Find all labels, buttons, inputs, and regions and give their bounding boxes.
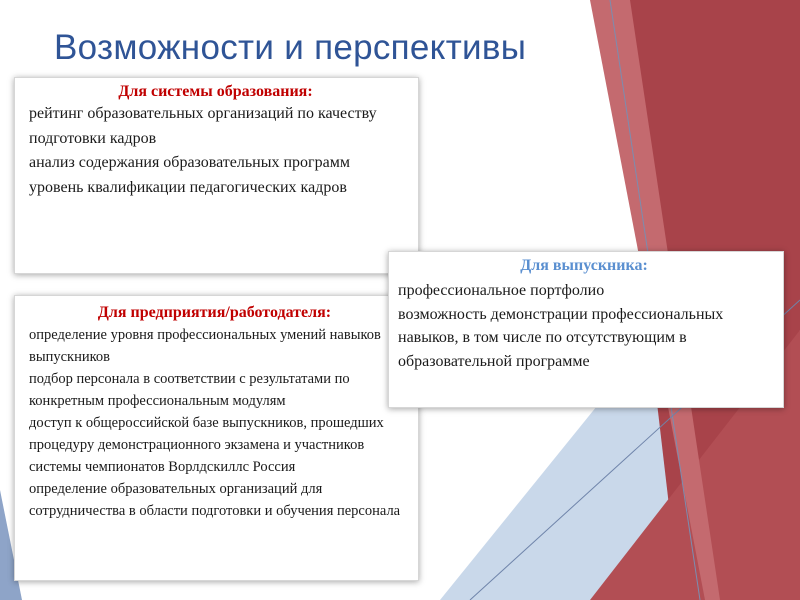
list-item-text: возможность демонстрации профессиональных навыков, в том числе по отсутствующим в образовательной программе: [398, 305, 724, 370]
list-item: [389, 279, 779, 303]
list-item: [15, 368, 414, 412]
graduate-box-heading: Для выпускника:: [520, 257, 648, 274]
graduate-box: [388, 251, 784, 408]
list-item: [15, 176, 412, 201]
list-item-text: подготовки кадров: [29, 129, 157, 147]
list-item-text: доступ к общероссийской базе выпускников, прошедших процедуру демонстрационного экзамена и участников системы чемпионатов Ворлдскиллс Россия: [29, 415, 384, 475]
list-item: [15, 151, 412, 176]
employer-box: [14, 295, 419, 581]
list-item: [15, 102, 412, 127]
list-item-text: анализ содержания образовательных программ: [29, 154, 350, 171]
employer-list: [15, 324, 414, 522]
education-system-box: [14, 77, 419, 274]
list-item-text: определение уровня профессиональных умений навыков выпускников: [29, 327, 381, 365]
list-item-text: определение образовательных организаций для сотрудничества в области подготовки и обучения персонала: [29, 481, 401, 519]
list-item: [15, 478, 414, 522]
list-item-text: рейтинг образовательных организаций по качеству: [29, 105, 377, 122]
list-item: [15, 324, 414, 368]
employer-box-heading: Для предприятия/работодателя:: [97, 304, 332, 321]
list-item-text: подбор персонала в соответствии с результатами по конкретным профессиональным модулям: [29, 371, 350, 409]
list-item: [389, 303, 779, 374]
list-item: [15, 127, 412, 152]
list-item-text: уровень квалификации педагогических кадров: [29, 178, 347, 196]
graduate-list: [389, 279, 779, 373]
list-item: [15, 412, 414, 478]
education-box-heading: Для системы образования:: [118, 83, 313, 100]
list-item-text: профессиональное портфолио: [398, 282, 605, 299]
education-list: [15, 102, 412, 200]
slide-title: Возможности и перспективы: [54, 28, 527, 67]
